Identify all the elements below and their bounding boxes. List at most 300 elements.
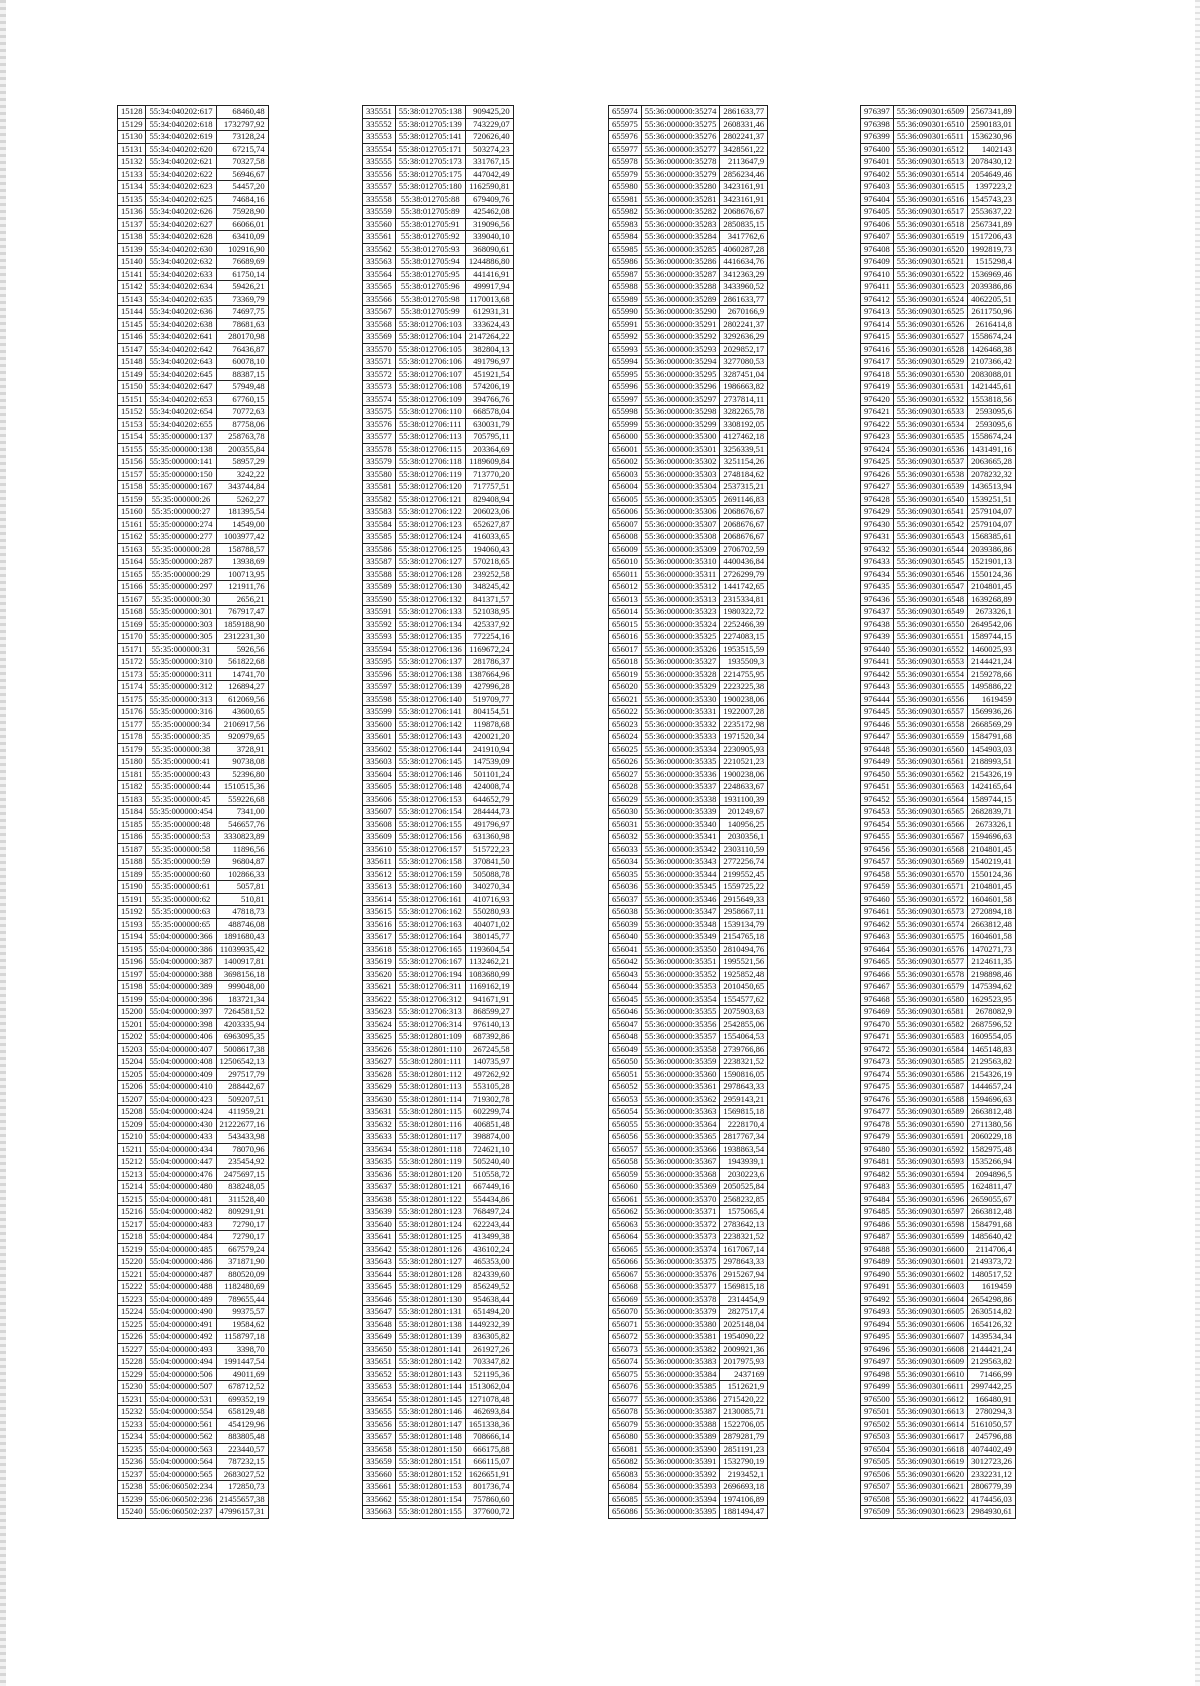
table-row [609,818,768,831]
row-number: 976405 [861,206,894,219]
row-number: 15137 [118,218,146,231]
row-number: 655974 [609,106,642,119]
row-number: 976412 [861,293,894,306]
table-row [861,1006,1016,1019]
row-number: 15191 [118,893,146,906]
table-row [609,918,768,931]
cadastral-value: 1974106,89 [720,1493,768,1506]
table-row [118,143,269,156]
row-number: 656043 [609,968,642,981]
table-row [861,1193,1016,1206]
cadastral-number: 55:36:090301:6601 [893,1256,967,1269]
row-number: 656051 [609,1068,642,1081]
table-row [118,1331,269,1344]
cadastral-value: 1517206,43 [968,231,1016,244]
table-row [363,443,514,456]
cadastral-number: 55:35:000000:60 [146,868,216,881]
cadastral-number: 55:36:000000:35342 [641,843,720,856]
cadastral-value: 546657,76 [216,818,268,831]
table-row [118,781,269,794]
cadastral-value: 1495886,22 [968,681,1016,694]
row-number: 656018 [609,656,642,669]
table-row [363,1181,514,1194]
row-number: 335591 [363,606,396,619]
cadastral-number: 55:38:012705:96 [395,281,465,294]
table-row [363,381,514,394]
cadastral-value: 2978643,33 [720,1256,768,1269]
table-row [363,218,514,231]
cadastral-number: 55:38:012801:155 [395,1506,465,1519]
cadastral-value: 1584791,68 [968,731,1016,744]
cadastral-number: 55:35:000000:141 [146,456,216,469]
row-number: 15188 [118,856,146,869]
cadastral-number: 55:34:040202:655 [146,418,216,431]
row-number: 976486 [861,1218,894,1231]
cadastral-value: 72790,17 [216,1218,268,1231]
cadastral-value: 5262,27 [216,493,268,506]
table-row [118,1268,269,1281]
row-number: 976402 [861,168,894,181]
table-row [609,806,768,819]
cadastral-number: 55:04:000000:409 [146,1068,216,1081]
table-row [363,368,514,381]
table-row [861,543,1016,556]
row-number: 335582 [363,493,396,506]
cadastral-number: 55:36:090301:6512 [893,143,967,156]
table-row [861,356,1016,369]
cadastral-number: 55:36:000000:35288 [641,281,720,294]
row-number: 335578 [363,443,396,456]
row-number: 15212 [118,1156,146,1169]
table-row [861,506,1016,519]
cadastral-value: 2312231,30 [216,631,268,644]
cadastral-number: 55:36:000000:35286 [641,256,720,269]
row-number: 656042 [609,956,642,969]
cadastral-value: 245796,88 [968,1431,1016,1444]
table-row [118,993,269,1006]
cadastral-number: 55:38:012706:160 [395,881,465,894]
cadastral-value: 3308192,05 [720,418,768,431]
cadastral-number: 55:35:000000:65 [146,918,216,931]
table-row [609,206,768,219]
cadastral-value: 497262,92 [465,1068,513,1081]
row-number: 15236 [118,1456,146,1469]
table-row [118,181,269,194]
cadastral-number: 55:04:000000:433 [146,1131,216,1144]
cadastral-number: 55:35:000000:313 [146,693,216,706]
row-number: 976411 [861,281,894,294]
cadastral-number: 55:36:090301:6529 [893,356,967,369]
table-row [609,1481,768,1494]
cadastral-number: 55:38:012801:121 [395,1181,465,1194]
cadastral-number: 55:36:000000:35351 [641,956,720,969]
table-row [861,381,1016,394]
row-number: 656066 [609,1256,642,1269]
cadastral-value: 380145,77 [465,931,513,944]
table-row [118,681,269,694]
table-row [118,306,269,319]
table-row [861,1093,1016,1106]
row-number: 656011 [609,568,642,581]
row-number: 976487 [861,1231,894,1244]
cadastral-number: 55:06:060502:236 [146,1493,216,1506]
cadastral-number: 55:35:000000:167 [146,481,216,494]
table-row [861,443,1016,456]
cadastral-value: 2806779,39 [968,1481,1016,1494]
cadastral-number: 55:38:012706:107 [395,368,465,381]
cadastral-value: 2673326,1 [968,818,1016,831]
cadastral-number: 55:36:090301:6560 [893,743,967,756]
cadastral-value: 5008617,38 [216,1043,268,1056]
row-number: 655999 [609,418,642,431]
cadastral-number: 55:36:000000:35330 [641,693,720,706]
table-row [118,331,269,344]
table-row [118,406,269,419]
row-number: 335579 [363,456,396,469]
table-row [609,943,768,956]
cadastral-number: 55:36:000000:35313 [641,593,720,606]
cadastral-number: 55:35:000000:150 [146,468,216,481]
cadastral-number: 55:38:012801:118 [395,1143,465,1156]
table-row [861,343,1016,356]
cadastral-number: 55:38:012706:119 [395,468,465,481]
cadastral-value: 11896,56 [216,843,268,856]
table-row [609,431,768,444]
row-number: 335631 [363,1106,396,1119]
row-number: 335650 [363,1343,396,1356]
cadastral-number: 55:35:000000:59 [146,856,216,869]
cadastral-value: 261927,26 [465,1343,513,1356]
cadastral-value: 465353,00 [465,1256,513,1269]
scan-edge-left [0,0,6,1686]
table-row [363,268,514,281]
table-row [118,1206,269,1219]
row-number: 656073 [609,1343,642,1356]
table-row [861,206,1016,219]
row-number: 976428 [861,493,894,506]
table-row [118,618,269,631]
row-number: 15190 [118,881,146,894]
row-number: 15181 [118,768,146,781]
cadastral-number: 55:36:000000:35281 [641,193,720,206]
table-row [861,631,1016,644]
cadastral-number: 55:36:090301:6531 [893,381,967,394]
row-number: 15147 [118,343,146,356]
table-row [363,918,514,931]
table-row [861,718,1016,731]
row-number: 656082 [609,1456,642,1469]
cadastral-value: 1935509,3 [720,656,768,669]
cadastral-number: 55:34:040202:654 [146,406,216,419]
cadastral-value: 719302,78 [465,1093,513,1106]
table-row [861,1106,1016,1119]
table-row [363,1043,514,1056]
cadastral-number: 55:36:000000:35347 [641,906,720,919]
cadastral-number: 55:36:000000:35300 [641,431,720,444]
cadastral-number: 55:36:090301:6565 [893,806,967,819]
table-row [363,756,514,769]
cadastral-value: 14741,70 [216,668,268,681]
table-row [609,306,768,319]
row-number: 15144 [118,306,146,319]
cadastral-value: 203364,69 [465,443,513,456]
cadastral-value: 2029852,17 [720,343,768,356]
table-row [861,606,1016,619]
cadastral-number: 55:36:000000:35387 [641,1406,720,1419]
cadastral-value: 1900238,06 [720,768,768,781]
table-row [363,1018,514,1031]
table-row [118,1118,269,1131]
row-number: 15153 [118,418,146,431]
row-number: 656004 [609,481,642,494]
row-number: 335560 [363,218,396,231]
cadastral-number: 55:36:000000:35388 [641,1418,720,1431]
cadastral-number: 55:36:000000:35296 [641,381,720,394]
cadastral-value: 339040,10 [465,231,513,244]
cadastral-value: 1943939,1 [720,1156,768,1169]
cadastral-number: 55:04:000000:396 [146,993,216,1006]
table-row [861,706,1016,719]
cadastral-number: 55:36:090301:6609 [893,1356,967,1369]
cadastral-value: 2817767,34 [720,1131,768,1144]
row-number: 976442 [861,668,894,681]
table-row [118,868,269,881]
table-row [861,456,1016,469]
row-number: 15186 [118,831,146,844]
cadastral-number: 55:36:000000:35367 [641,1156,720,1169]
row-number: 976479 [861,1131,894,1144]
row-number: 15141 [118,268,146,281]
row-number: 15215 [118,1193,146,1206]
cadastral-value: 71466,99 [968,1368,1016,1381]
row-number: 656057 [609,1143,642,1156]
cadastral-number: 55:35:000000:26 [146,493,216,506]
table-row [609,568,768,581]
cadastral-value: 239252,58 [465,568,513,581]
table-row [118,1368,269,1381]
table-row [861,681,1016,694]
cadastral-value: 2608331,46 [720,118,768,131]
table-row [609,1318,768,1331]
cadastral-value: 76689,69 [216,256,268,269]
cadastral-value: 2691146,83 [720,493,768,506]
table-row [861,243,1016,256]
cadastral-value: 2104801,45 [968,843,1016,856]
cadastral-number: 55:35:000000:44 [146,781,216,794]
row-number: 335567 [363,306,396,319]
cadastral-number: 55:36:000000:35309 [641,543,720,556]
table-row [363,131,514,144]
cadastral-number: 55:38:012801:153 [395,1481,465,1494]
row-number: 15162 [118,531,146,544]
row-number: 656000 [609,431,642,444]
cadastral-number: 55:36:090301:6513 [893,156,967,169]
table-row [609,1281,768,1294]
cadastral-number: 55:36:090301:6518 [893,218,967,231]
cadastral-number: 55:38:012706:125 [395,543,465,556]
table-row [609,293,768,306]
cadastral-value: 1170013,68 [465,293,513,306]
cadastral-value: 2154326,19 [968,768,1016,781]
cadastral-number: 55:38:012706:134 [395,618,465,631]
cadastral-value: 2238321,52 [720,1231,768,1244]
row-number: 655982 [609,206,642,219]
table-row [861,1381,1016,1394]
cadastral-value: 319096,56 [465,218,513,231]
table-row [363,456,514,469]
cadastral-number: 55:36:000000:35301 [641,443,720,456]
cadastral-number: 55:36:090301:6525 [893,306,967,319]
cadastral-value: 72790,17 [216,1231,268,1244]
cadastral-number: 55:36:000000:35359 [641,1056,720,1069]
cadastral-value: 70772,63 [216,406,268,419]
cadastral-value: 267245,58 [465,1043,513,1056]
cadastral-number: 55:38:012706:144 [395,743,465,756]
row-number: 15184 [118,806,146,819]
table-row [363,493,514,506]
cadastral-value: 856249,52 [465,1281,513,1294]
table-row [861,1431,1016,1444]
cadastral-value: 2314454,9 [720,1293,768,1306]
cadastral-value: 2915267,94 [720,1268,768,1281]
table-row [363,1231,514,1244]
cadastral-number: 55:36:090301:6585 [893,1056,967,1069]
cadastral-value: 2579104,07 [968,506,1016,519]
cadastral-value: 2068676,67 [720,506,768,519]
cadastral-number: 55:04:000000:562 [146,1431,216,1444]
table-row [609,556,768,569]
cadastral-number: 55:38:012706:145 [395,756,465,769]
cadastral-value: 140956,25 [720,818,768,831]
table-row [609,1343,768,1356]
cadastral-value: 1584791,68 [968,1218,1016,1231]
row-number: 976457 [861,856,894,869]
row-number: 976495 [861,1331,894,1344]
table-row [609,1331,768,1344]
cadastral-value: 2687596,52 [968,1018,1016,1031]
cadastral-value: 868599,27 [465,1006,513,1019]
row-number: 976481 [861,1156,894,1169]
row-number: 335630 [363,1093,396,1106]
table-row [363,793,514,806]
cadastral-value: 717757,51 [465,481,513,494]
cadastral-value: 411959,21 [216,1106,268,1119]
cadastral-value: 1436513,94 [968,481,1016,494]
cadastral-number: 55:34:040202:641 [146,331,216,344]
row-number: 335576 [363,418,396,431]
row-number: 335646 [363,1293,396,1306]
cadastral-value: 1992819,73 [968,243,1016,256]
cadastral-number: 55:38:012801:130 [395,1293,465,1306]
cadastral-value: 340270,34 [465,881,513,894]
cadastral-value: 2130085,71 [720,1406,768,1419]
table-row [118,606,269,619]
cadastral-number: 55:38:012706:105 [395,343,465,356]
row-number: 335637 [363,1181,396,1194]
table-row [609,643,768,656]
cadastral-number: 55:04:000000:483 [146,1218,216,1231]
cadastral-number: 55:36:000000:35299 [641,418,720,431]
cadastral-number: 55:36:000000:35341 [641,831,720,844]
cadastral-number: 55:36:090301:6576 [893,943,967,956]
cadastral-value: 505240,40 [465,1156,513,1169]
cadastral-value: 644652,79 [465,793,513,806]
scan-edge-right [1195,0,1200,1686]
table-row [609,1131,768,1144]
table-row [363,231,514,244]
cadastral-value: 2010450,65 [720,981,768,994]
cadastral-value: 510558,72 [465,1168,513,1181]
table-row [363,1256,514,1269]
row-number: 335569 [363,331,396,344]
table-row [861,1281,1016,1294]
cadastral-value: 49011,69 [216,1368,268,1381]
table-row [363,1481,514,1494]
cadastral-value: 1629523,95 [968,993,1016,1006]
table-row [609,118,768,131]
cadastral-value: 1444657,24 [968,1081,1016,1094]
cadastral-value: 1569815,18 [720,1106,768,1119]
cadastral-number: 55:36:000000:35343 [641,856,720,869]
cadastral-number: 55:04:000000:492 [146,1331,216,1344]
cadastral-value: 102916,90 [216,243,268,256]
row-number: 15193 [118,918,146,931]
row-number: 976480 [861,1143,894,1156]
cadastral-value: 2590183,01 [968,118,1016,131]
cadastral-value: 2984930,61 [968,1506,1016,1519]
cadastral-value: 11039935,42 [216,943,268,956]
cadastral-number: 55:36:090301:6594 [893,1168,967,1181]
cadastral-number: 55:36:000000:35389 [641,1431,720,1444]
cadastral-value: 1536969,46 [968,268,1016,281]
row-number: 656038 [609,906,642,919]
row-number: 335601 [363,731,396,744]
table-row [363,306,514,319]
cadastral-number: 55:35:000000:28 [146,543,216,556]
cadastral-number: 55:36:090301:6536 [893,443,967,456]
cadastral-number: 55:38:012706:130 [395,581,465,594]
table-row [861,1243,1016,1256]
cadastral-number: 55:36:090301:6607 [893,1331,967,1344]
table-row [363,881,514,894]
cadastral-number: 55:38:012801:139 [395,1331,465,1344]
row-number: 976485 [861,1206,894,1219]
cadastral-value: 1619459 [968,693,1016,706]
cadastral-value: 2856234,46 [720,168,768,181]
table-row [609,706,768,719]
cadastral-value: 2094896,5 [968,1168,1016,1181]
table-row [861,1506,1016,1519]
cadastral-number: 55:36:090301:6568 [893,843,967,856]
cadastral-value: 772254,16 [465,631,513,644]
row-number: 656003 [609,468,642,481]
table-row [363,606,514,619]
table-row [118,318,269,331]
cadastral-value: 2663812,48 [968,918,1016,931]
cadastral-number: 55:38:012706:115 [395,443,465,456]
row-number: 15228 [118,1356,146,1369]
row-number: 15160 [118,506,146,519]
cadastral-number: 55:36:090301:6610 [893,1368,967,1381]
table-row [363,1006,514,1019]
cadastral-value: 404071,02 [465,918,513,931]
table-row [609,1181,768,1194]
cadastral-value: 2802241,37 [720,131,768,144]
row-number: 15165 [118,568,146,581]
row-number: 976403 [861,181,894,194]
cadastral-number: 55:36:000000:35377 [641,1281,720,1294]
cadastral-number: 55:36:000000:35328 [641,668,720,681]
